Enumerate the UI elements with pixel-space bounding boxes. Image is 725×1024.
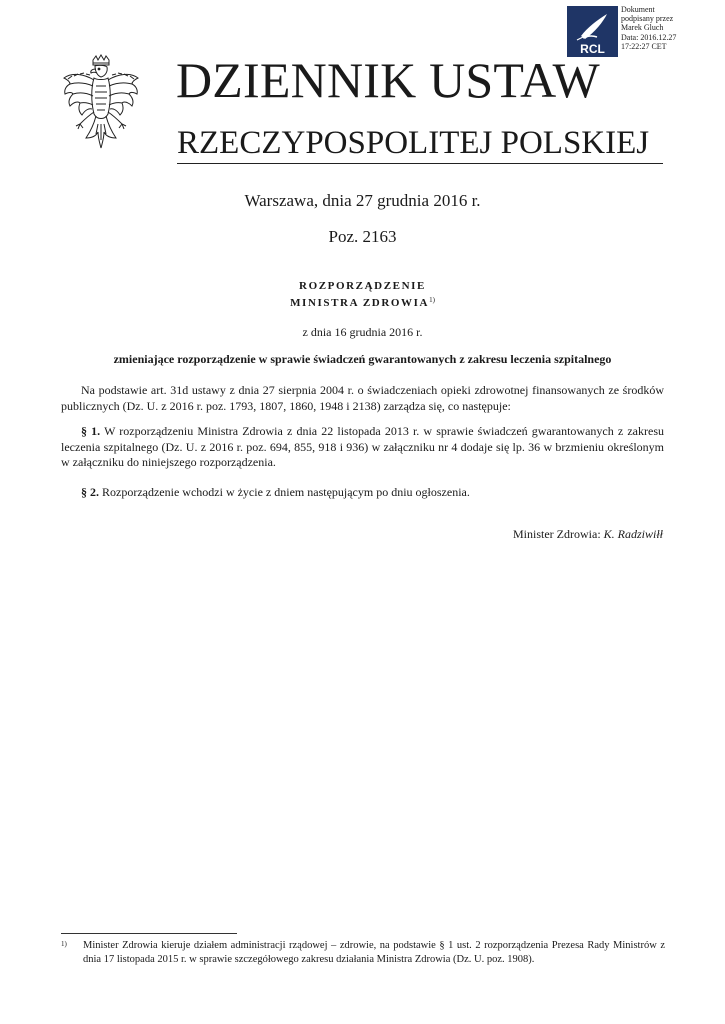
signatory-name: K. Radziwiłł: [603, 527, 663, 541]
signing-pen-icon: [567, 6, 618, 57]
journal-title: DZIENNIK USTAW: [176, 52, 600, 108]
stamp-line: Marek Gluch: [621, 23, 664, 33]
preamble-paragraph: [61, 383, 664, 414]
footnote-mark: 1): [61, 940, 67, 948]
footnote-reference[interactable]: 1): [429, 296, 435, 304]
act-subject: zmieniające rozporządzenie w sprawie świadczeń gwarantowanych z zakresu leczenia szpitalnego: [113, 352, 612, 366]
act-issuer-text: MINISTRA ZDROWIA: [290, 297, 430, 309]
section-label: § 1.: [81, 424, 101, 438]
footnote-text: Minister Zdrowia kieruje działem administracji rządowej – zdrowie, na podstawie § 1 ust. 2 rozporządzenia Prezesa Rady Ministrów z dnia 17 listopada 2015 r. w sprawie szczegółowego zakresu działania Ministra Zdrowia (Dz. U. poz. 1908).: [83, 940, 665, 965]
signature-stamp-text: [621, 5, 721, 51]
footnote-divider: [61, 933, 237, 934]
polish-eagle-emblem: [60, 54, 142, 160]
section-text: Rozporządzenie wchodzi w życie z dniem następującym po dniu ogłoszenia.: [102, 485, 470, 499]
act-date: z dnia 16 grudnia 2016 r.: [302, 325, 423, 339]
preamble-text: Na podstawie art. 31d ustawy z dnia 27 sierpnia 2004 r. o świadczeniach opieki zdrowotnej finansowanych ze środków publicznych (Dz. U. z 2016 r. poz. 1793, 1807, 1860, 1948 i 2138) zarządza się, co następuje:: [61, 383, 664, 413]
masthead-divider: [177, 163, 663, 164]
act-type: ROZPORZĄDZENIE: [299, 280, 426, 292]
rcl-logo: [567, 6, 618, 57]
signatory: [360, 527, 663, 542]
signatory-role: Minister Zdrowia:: [513, 527, 601, 541]
issue-place-date: Warszawa, dnia 27 grudnia 2016 r.: [244, 191, 481, 210]
rcl-logo-text: RCL: [580, 42, 605, 56]
section-paragraph: [61, 485, 664, 501]
eagle-icon: [60, 54, 142, 160]
act-issuer: [60, 296, 665, 310]
section-paragraph: [61, 424, 664, 471]
stamp-line: podpisany przez: [621, 14, 674, 24]
journal-subtitle: RZECZYPOSPOLITEJ POLSKIEJ: [177, 125, 650, 161]
stamp-line: Dokument: [621, 5, 655, 14]
issue-position: Poz. 2163: [328, 227, 397, 246]
section-text: W rozporządzeniu Ministra Zdrowia z dnia 22 listopada 2013 r. w sprawie świadczeń gwarantowanych z zakresu leczenia szpitalnego (Dz. U. z 2016 r. poz. 694, 855, 918 i 936) w załączniku nr 4 dodaje się lp. 36 w brzmieniu określonym w załączniku do niniejszego rozporządzenia.: [61, 424, 664, 469]
section-label: § 2.: [81, 485, 99, 499]
stamp-line: Data: 2016.12.27: [621, 32, 677, 42]
stamp-line: 17:22:27 CET: [621, 41, 667, 51]
